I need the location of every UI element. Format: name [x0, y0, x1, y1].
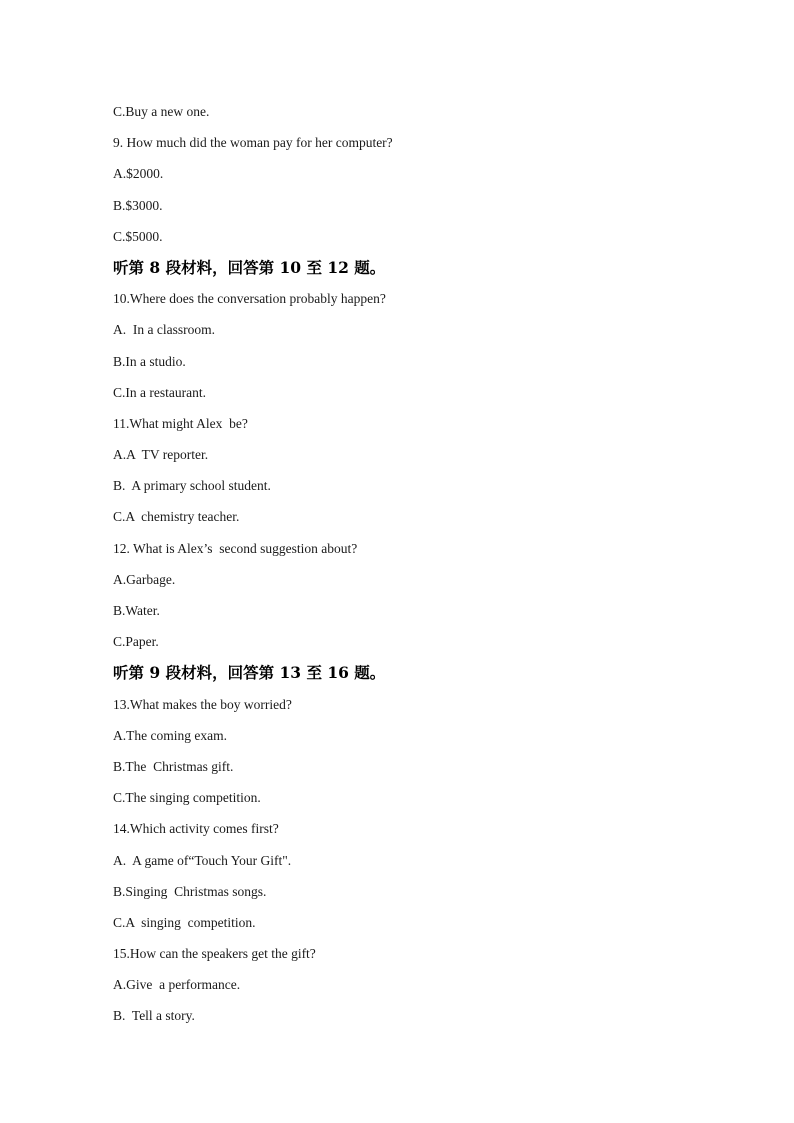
question-14: 14.Which activity comes first?	[113, 821, 279, 837]
answer-option: C.A singing competition.	[113, 914, 256, 930]
answer-option: C.Paper.	[113, 634, 159, 650]
answer-option: B.$3000.	[113, 197, 163, 213]
answer-option: A. In a classroom.	[113, 322, 215, 338]
exam-content	[113, 102, 733, 1038]
answer-option: C.A chemistry teacher.	[113, 509, 240, 525]
answer-option: C.Buy a new one.	[113, 104, 210, 119]
answer-option: B.Singing Christmas songs.	[113, 883, 267, 899]
answer-option: A.A TV reporter.	[113, 447, 209, 463]
section-heading: 听第 9 段材料，回答第 13 至 16 题。	[113, 663, 386, 683]
answer-option: A.$2000.	[113, 166, 164, 182]
question-11: 11.What might Alex be?	[113, 415, 248, 431]
answer-option: A.Give a performance.	[113, 977, 241, 993]
answer-option: A.Garbage.	[113, 571, 176, 587]
answer-option: A. A game of“Touch Your Gift".	[113, 852, 292, 868]
answer-option: A.The coming exam.	[113, 727, 227, 743]
question-10: 10.Where does the conversation probably happen?	[113, 291, 386, 307]
answer-option: B.Water.	[113, 603, 160, 618]
question-12: 12. What is Alex’s second suggestion about?	[113, 540, 358, 556]
answer-option: B. Tell a story.	[113, 1008, 195, 1024]
section-heading: 听第 8 段材料，回答第 10 至 12 题。	[113, 257, 386, 277]
question-15: 15.How can the speakers get the gift?	[113, 946, 316, 962]
question-13: 13.What makes the boy worried?	[113, 696, 292, 712]
answer-option: C.$5000.	[113, 228, 163, 244]
answer-option: C.The singing competition.	[113, 790, 261, 806]
answer-option: B.The Christmas gift.	[113, 758, 234, 774]
question-9: 9. How much did the woman pay for her computer?	[113, 135, 393, 151]
answer-option: B.In a studio.	[113, 353, 186, 369]
answer-option: C.In a restaurant.	[113, 384, 206, 400]
answer-option: B. A primary school student.	[113, 478, 271, 494]
